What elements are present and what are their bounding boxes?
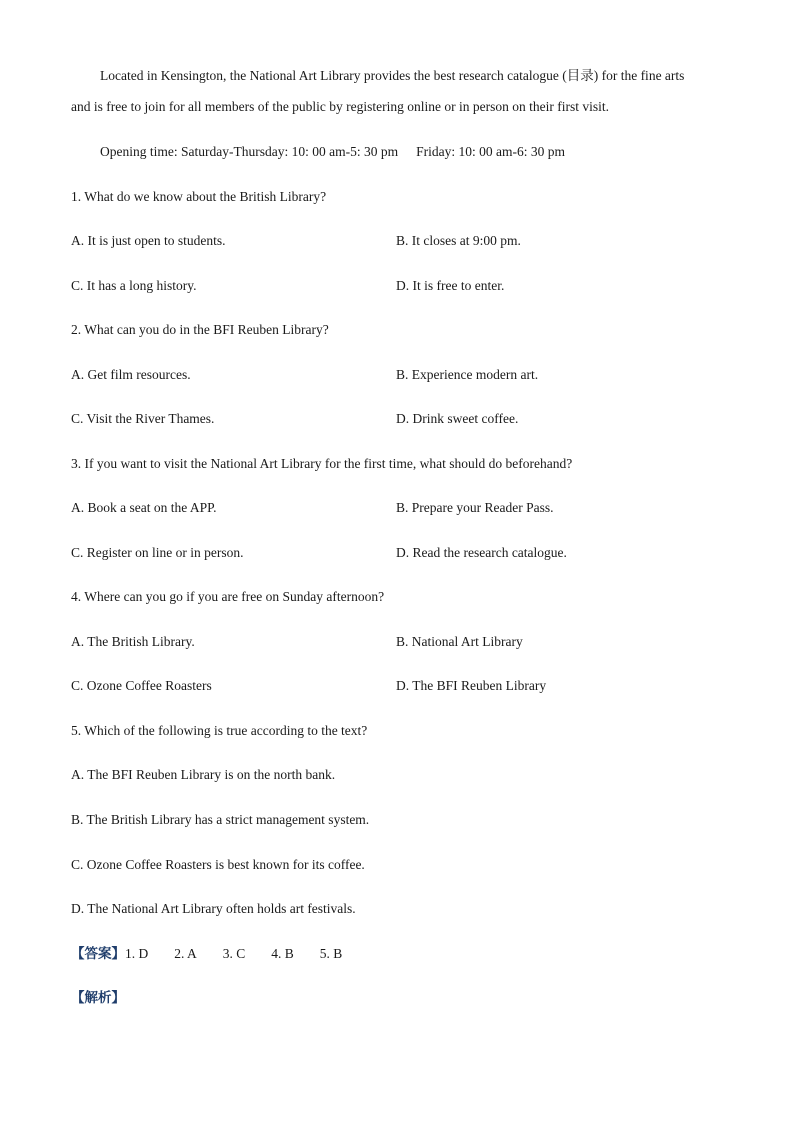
answer-item: 5. B [319, 946, 343, 961]
question-5-option-a: A. The BFI Reuben Library is on the north bank. [71, 767, 336, 782]
question-3-option-b: B. Prepare your Reader Pass. [396, 500, 554, 515]
answer-item: 1. D [125, 946, 149, 961]
question-4-stem: 4. Where can you go if you are free on Sunday afternoon? [71, 589, 385, 604]
question-2-option-a: A. Get film resources. [71, 367, 191, 382]
question-5-stem: 5. Which of the following is true according to the text? [71, 723, 368, 738]
question-1-option-c: C. It has a long history. [71, 278, 197, 293]
question-5-option-d: D. The National Art Library often holds art festivals. [71, 901, 356, 916]
question-5-option-c: C. Ozone Coffee Roasters is best known for its coffee. [71, 857, 365, 872]
question-4-option-b: B. National Art Library [396, 634, 523, 649]
question-1-stem: 1. What do we know about the British Library? [71, 189, 327, 204]
answer-item: 2. A [174, 946, 197, 961]
question-2-option-c: C. Visit the River Thames. [71, 411, 215, 426]
question-1-option-b: B. It closes at 9:00 pm. [396, 233, 521, 248]
answer-item: 4. B [271, 946, 294, 961]
question-2-stem: 2. What can you do in the BFI Reuben Library? [71, 322, 329, 337]
opening-time [100, 143, 565, 161]
question-2-option-d: D. Drink sweet coffee. [396, 411, 519, 426]
question-4-option-a: A. The British Library. [71, 634, 195, 649]
analysis-heading [71, 989, 125, 1007]
question-1-option-d: D. It is free to enter. [396, 278, 505, 293]
answer-key [71, 945, 342, 963]
question-3-option-c: C. Register on line or in person. [71, 545, 244, 560]
passage-line-2: and is free to join for all members of the public by registering online or in person on their first visit. [71, 99, 610, 114]
answer-item: 3. C [222, 946, 246, 961]
analysis-label: 【解析】 [71, 990, 125, 1005]
question-2-option-b: B. Experience modern art. [396, 367, 539, 382]
question-3-stem: 3. If you want to visit the National Art Library for the first time, what should do beforehand? [71, 456, 573, 471]
question-1-option-a: A. It is just open to students. [71, 233, 226, 248]
question-3-option-d: D. Read the research catalogue. [396, 545, 567, 560]
opening-time-weekdays: Opening time: Saturday-Thursday: 10: 00 am-5: 30 pm [100, 144, 399, 159]
opening-time-friday: Friday: 10: 00 am-6: 30 pm [416, 144, 565, 159]
question-4-option-c: C. Ozone Coffee Roasters [71, 678, 212, 693]
passage-line-1: Located in Kensington, the National Art Library provides the best research catalogue (目录) for the fine arts [100, 68, 685, 83]
question-4-option-d: D. The BFI Reuben Library [396, 678, 547, 693]
question-5-option-b: B. The British Library has a strict management system. [71, 812, 370, 827]
answer-label: 【答案】 [71, 946, 125, 961]
question-3-option-a: A. Book a seat on the APP. [71, 500, 217, 515]
